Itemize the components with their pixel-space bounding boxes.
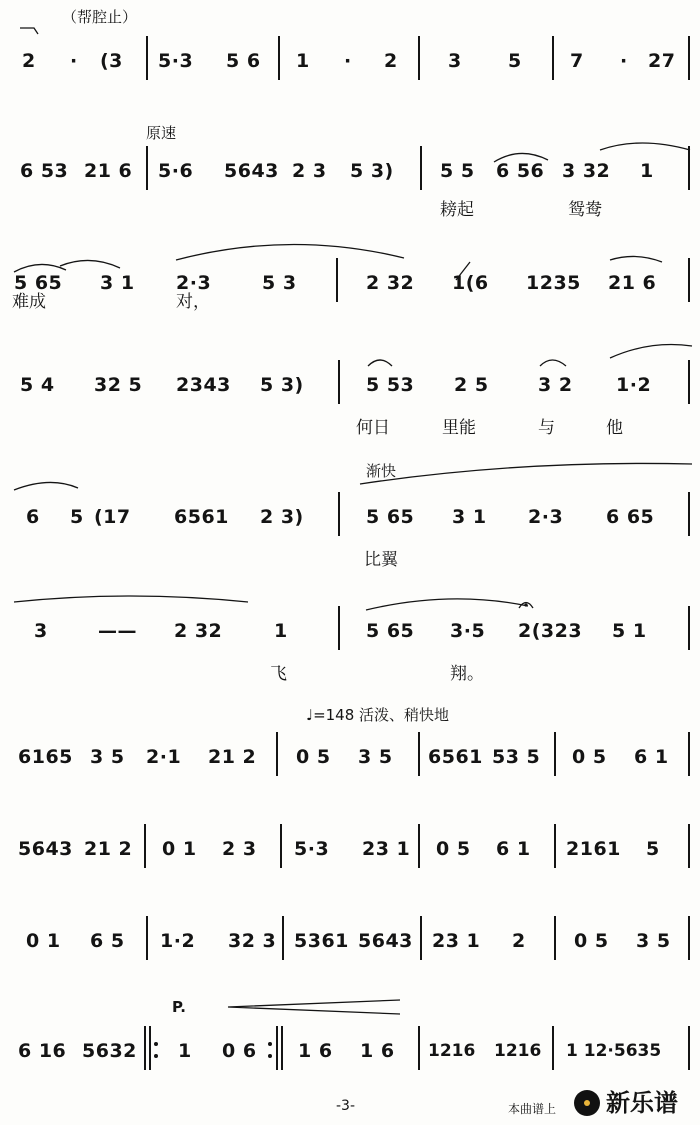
note-group: 1·2 [616,374,652,396]
note-group: (17 [94,506,131,528]
gang-stop-annotation: （帮腔止） [62,8,138,26]
note-group: 23 1 [432,930,481,952]
note-group: 5 5 [440,160,475,182]
note-group: 3·5 [450,620,486,642]
note-group: 5 3 [262,272,297,294]
bar-line [688,360,690,404]
note-group: 6 1 [496,838,531,860]
note-group: 2 3 [222,838,257,860]
note-group: 5·6 [158,160,194,182]
note-group: 2·3 [176,272,212,294]
note-group: 32 5 [94,374,143,396]
lyric: 翔。 [450,664,484,684]
note-group: 1 12·5635 [566,1041,662,1061]
note-group: 1(6 [452,272,489,294]
tempo-marking: ♩=148 活泼、稍快地 [306,706,450,724]
note-group: 0 1 [26,930,61,952]
bar-line [282,916,284,960]
bar-line [554,732,556,776]
repeat-end-bar [281,1026,283,1070]
repeat-start-bar [144,1026,146,1070]
bar-line [688,36,690,80]
bar-line [418,824,420,868]
note-group: —— [98,620,137,642]
bar-line [338,492,340,536]
note-group: 5643 [18,838,73,860]
bar-line [420,146,422,190]
note-group: 5632 [82,1040,137,1062]
note-group: 1 6 [298,1040,333,1062]
lyric: 难成 [12,292,46,312]
lyric: 比翼 [364,550,398,570]
note-group: 0 5 [296,746,331,768]
note-group: 2·3 [528,506,564,528]
note-group: · [344,50,352,72]
note-group: 0 6 [222,1040,257,1062]
note-group: 21 6 [608,272,657,294]
note-group: 1216 [494,1041,542,1061]
note-group: (3 [100,50,123,72]
note-group: 6 56 [496,160,545,182]
note-group: 6561 [428,746,483,768]
note-group: 2161 [566,838,621,860]
note-group: 5 53 [366,374,415,396]
note-group: 3 5 [358,746,393,768]
lyric: 里能 [442,418,476,438]
bar-line [336,258,338,302]
note-group: 21 2 [208,746,257,768]
note-group: 2 32 [174,620,223,642]
note-group: · [70,50,78,72]
repeat-end-bar-thin [276,1026,278,1070]
note-group: 2 3 [292,160,327,182]
note-group: 6 1 [634,746,669,768]
lyric: 鸳鸯 [568,200,602,220]
note-group: 3 32 [562,160,611,182]
bar-line [552,1026,554,1070]
bar-line [552,36,554,80]
note-group: 5 65 [366,506,415,528]
note-group: 2 32 [366,272,415,294]
note-group: 1216 [428,1041,476,1061]
note-group: 1235 [526,272,581,294]
bar-line [418,36,420,80]
bar-line [688,146,690,190]
note-group: 5 4 [20,374,55,396]
note-group: 7 [570,50,584,72]
note-group: 5 65 [14,272,63,294]
bar-line [146,36,148,80]
note-group: 6 53 [20,160,69,182]
note-group: · [620,50,628,72]
note-group: 1 [296,50,310,72]
note-group: 1 [178,1040,192,1062]
note-group: 5 3) [260,374,304,396]
lyric: 与 [538,418,555,438]
note-group: 2 [22,50,36,72]
note-group: 5643 [224,160,279,182]
bar-line [146,146,148,190]
note-group: 2·1 [146,746,182,768]
bar-line [418,1026,420,1070]
note-group: 5·3 [158,50,194,72]
source-note: 本曲谱上 [508,1102,557,1116]
note-group: 21 2 [84,838,133,860]
note-group: 23 1 [362,838,411,860]
bar-line [688,492,690,536]
note-group: 1·2 [160,930,196,952]
note-group: 6165 [18,746,73,768]
bar-line [420,916,422,960]
bar-line [554,916,556,960]
bar-line [276,732,278,776]
bar-line [144,824,146,868]
note-group: 53 5 [492,746,541,768]
page-number: -3- [336,1098,356,1114]
note-group: 5 1 [612,620,647,642]
bar-line [688,606,690,650]
lyric: 耪起 [440,200,474,220]
note-group: 5 [508,50,522,72]
bar-line [338,360,340,404]
note-group: 5361 [294,930,349,952]
note-group: 3 1 [100,272,135,294]
bar-line [688,258,690,302]
note-group: 5 6 [226,50,261,72]
bar-line [688,916,690,960]
bar-line [688,732,690,776]
note-group: 21 6 [84,160,133,182]
note-group: 0 1 [162,838,197,860]
note-group: 3 [448,50,462,72]
note-group: 2 3) [260,506,304,528]
bar-line [146,916,148,960]
note-group: 3 [34,620,48,642]
note-group: 3 1 [452,506,487,528]
note-group: 6 16 [18,1040,67,1062]
lyric: 对， [176,292,210,312]
note-group: 2 [512,930,526,952]
brand-logo [572,1088,692,1120]
tempo-faster-marking: 渐快 [366,462,397,480]
bar-line [280,824,282,868]
note-group: 5 [70,506,84,528]
note-group: 6561 [174,506,229,528]
note-group: 6 [26,506,40,528]
lyric: 飞 [270,664,287,684]
note-group: 3 2 [538,374,573,396]
bar-line [338,606,340,650]
record-disc-icon [574,1090,600,1116]
note-group: 1 [274,620,288,642]
lyric: 何日 [356,418,390,438]
tempo-original-marking: 原速 [146,124,177,142]
note-group: 1 [640,160,654,182]
note-group: 27 [648,50,676,72]
bar-line [418,732,420,776]
note-group: 5·3 [294,838,330,860]
note-group: 6 5 [90,930,125,952]
note-group: 32 3 [228,930,277,952]
note-group: 0 5 [436,838,471,860]
note-group: 3 5 [636,930,671,952]
bar-line [688,824,690,868]
note-group: 1 6 [360,1040,395,1062]
note-group: 5643 [358,930,413,952]
note-group: 3 5 [90,746,125,768]
brand-name: 新乐谱 [606,1089,678,1117]
note-group: 2 5 [454,374,489,396]
repeat-start-bar-thin [149,1026,151,1070]
note-group: 5 3) [350,160,394,182]
note-group: 6 65 [606,506,655,528]
dynamic-marking: P. [172,998,186,1016]
note-group: 0 5 [574,930,609,952]
bar-line [278,36,280,80]
note-group: 2 [384,50,398,72]
note-group: 2343 [176,374,231,396]
bar-line [688,1026,690,1070]
note-group: 5 65 [366,620,415,642]
note-group: 5 [646,838,660,860]
bar-line [554,824,556,868]
note-group: 0 5 [572,746,607,768]
lyric: 他 [606,418,623,438]
note-group: 2(323 [518,620,583,642]
